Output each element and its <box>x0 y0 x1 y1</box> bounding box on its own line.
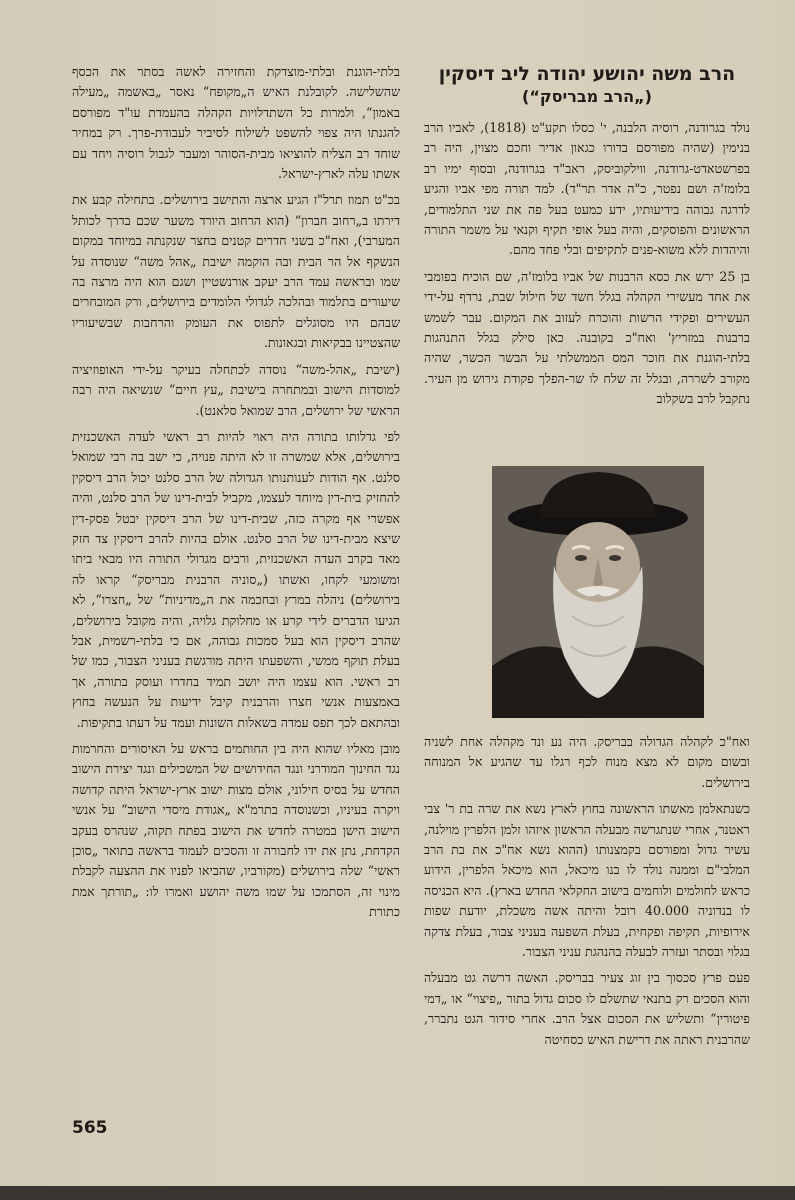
paragraph: לפי גדלותו בתורה היה ראוי להיות רב ראשי לעדה האשכנזית בירושלים, אלא שמשרה זו לא היתה פנויה, כי ישב בה רבי שמואל סלנט. אף הודות לענותנותו הגדולה של הרב סלנט יכול הרב דיסקין להחזיק בית-דין מיוחד לעצמו, מקביל לבית-דינו של הרב סלנט, והיה אפשרי אף מקרה כזה, שבית-דינו של הרב דיסקין יבטל פסק-דין שיצא מבית-דינו של הרב סלנט. אולם בהיות להרב דיסקין צד חזק מאד בקרב העדה האשכנזית, ורבים מגדולי התורה היו מבאי ביתו ומשומעי לקחו, ואשתו („סוניה הרבנית מבריסק“ קראו לה בירושלים) ניהלה במרץ ובחכמה את ה„מדיניות“ של „חצרו“, לא הגיעו הדברים לידי קרע או מחלוקת גלויה, והיה מקובל בירושלים, שהרב דיסקין הוא בעל סמכות גבוהה, אם כי בלתי-רשמית, אבל בעלת תוקף ממשי, והשפעתו היתה מורגשת בעניני הצבור, כמו של רב ראשי. הוא עצמו היה יושב תמיד בחדרו ועוסק בתורה, אך באמצעות אנשי חצרו והרבנית קיבל ידיעות על הנעשה בחוץ ובהתאם לכך תפס עמדה בשאלות השונות ועמד על דעתו בתקיפות. <box>72 428 400 730</box>
right-column <box>424 62 750 416</box>
right-column-lower <box>424 732 750 1056</box>
paragraph: כשנתאלמן מאשתו הראשונה בחוץ לארץ נשא את שרה בת ר' צבי ראטנר, אחרי שנתגרשה מבעלה הראשון איזהו זלמן הלפרין מוילנה, עשיר גדול ומפורסם בקמצנותו (ההוא נשא אח"כ את בת הרב המלבי"ם וממנה נולד לו בנו מיכאל, הוא מיכאל הלפרין, הידוע כראש לחולמים ולוחמים בישוב החקלאי החדש בארץ). היא הכניסה לו בנדוניה 40.000 רובל והיתה אשה משכלת, יודעת שפות אירופיות, תקיפה ופקחית, בעלת השפעה בעניני צבור, בעלת צדקה בגלוי ובסתר ועזרה לבעלה בהנהגת עניני הצבור. <box>424 801 750 960</box>
scan-edge <box>0 1186 795 1200</box>
paragraph: מובן מאליו שהוא היה בין החותמים בראש על האיסורים והחרמות נגד החינוך המודרני ונגד החידושים של המשכילים ונגד יצירת הישוב החדש על בסיס חילוני, אולם מצות ישוב ארץ-ישראל היתה קדושה ויקרה בעיניו, וכשנוסדה בתרמ"א „אגודת מיסדי הישוב“ על אנשי הישוב הישן במטרה לחדש את הישוב בפתח תקוה, שנהרס בעקב הקדחת, נתן את ידו לחבורה זו והסכים לעמוד בראשה בתואר „סוכן ראשי“ שלה בירושלים (מקורביו, שהביאו לפניו את ההצעה לקבלת מינוי זה, הסתמכו על שמו משה יהושע ואמרו לו: „תורתך אמת כתורת <box>72 741 400 920</box>
paragraph: בלתי-הוגנת ובלתי-מוצדקת והחזירה לאשה בסתר את הכסף שהשלישה. לקובלנת האיש ה„מקופח“ נאסר „באשמה „מעילה באמון“, ולמרות כל השתדלויות הקהלה בהעמדת עו"ד מפורסם להגנתו היה צפוי להשפט לשילוח לסיביר לעבודת-פרך. רק במחיר שוחד רב הצליח להוציאו מבית-הסוהר ומעבר לגבול רוסיה ויחד עם אשתו עלה לארץ-ישראל. <box>72 64 400 182</box>
paragraph: פעם פרץ סכסוך בין זוג צעיר בבריסק. האשה דרשה גט מבעלה והוא הסכים רק בתנאי שתשלם לו סכום גדול בתור „פיצוי“ או „דמי פיטורין“ ותשליש את הסכום אצל הרב. אחרי סידור הגט נתברר, שהרבנית ראתה את דרישת האיש כסחיטה <box>424 970 750 1047</box>
left-column <box>72 62 400 929</box>
paragraph: נולד בגרודנה, רוסיה הלבנה, י' כסלו תקע"ט (1818), לאביו הרב בנימין (שהיה מפורסם בדורו כגאון אדיר וחכם מצוין, היה רב בפרשטאדט-גרודנה, ווילקוביסק, ראב"ד בגרודנה, ובסוף ימיו רב בלומז'ה ושם נפטר, כ"ה אדר תר"ד). למד תורה מפי אביו והגיע לדרגה גבוהה בידיעותיו, ידע כמעט בעל פה את שני התלמודים, הראשונים והפוסקים, והיה בעל אופי תקיף וקנאי על משמר התורה והיהדות ללא משוא-פנים לתקיפים ובלי פחד מהם. <box>424 120 751 258</box>
article-title: הרב משה יהושע יהודה ליב דיסקין <box>438 63 736 85</box>
portrait-photo <box>492 466 704 718</box>
paragraph: (ישיבת „אהל-משה“ נוסדה לכתחלה בעיקר על-ידי האופוזיציה למוסדות הישוב ובמתחרה בישיבת „עץ חיים“ שנשיאה היה רבה הראשי של ירושלים, הרב שמואל סלאנט). <box>72 361 400 418</box>
article-subtitle: („הרב מבריסק“) <box>522 87 652 106</box>
paragraph: ואח"כ לקהלה הגדולה בבריסק. היה נע ונד מקהלה אחת לשניה ובשום מקום לא מצא מנוח לכף רגלו עד שהגיע אל המנוחה בירושלים. <box>424 734 750 790</box>
page-number: 565 <box>72 1118 108 1138</box>
portrait-illustration <box>492 466 704 718</box>
paragraph: בן 25 ירש את כסא הרבנות של אביו בלומז'ה, שם הוכיח בפומבי את אחד מעשירי הקהלה בגלל חשד של חילול שבת, נרדף על-ידי העשירים ופקידי הרשות והוכרח לעזוב את המקום. עבר לשמש ברבנות במזריץ' ואח"כ בקובנה. כאן סילק בגלל התנהגות בלתי-הוגנת את חוכר המס הממשלתי על הבשר הכשר, שהיה מקורב לשררה, ובגלל זה שלח לו שר-הפלך פקודת גירוש מן העיר. נתקבל לרב בשקלוב <box>424 268 750 407</box>
paragraph: בכ"ט תמוז תרל"ז הגיע ארצה והתישב בירושלים. בתחילה קבע את דירתו ב„רחוב חברון“ (הוא הרחוב היורד משער שכם בדרך לכותל המערבי), ואח"כ בשני חדרים קטנים בחצר שנקנתה במיוחד במקום הנשקף אל הר הבית ובה הוקמה ישיבת „אהל משה“ שנוסדה על שמו ובראשה עמד הרב יעקב אורנשטיין ושגם הוא היה מרצה בה שיעורים בתלמוד ובהלכה לגדולי הלומדים בירושלים, ורק המובחרים שבהם היו מסוגלים לתפוס את העומק והרחבות שבשיעוריו שהצטיינו בבקיאות ובגאונות. <box>72 192 400 351</box>
